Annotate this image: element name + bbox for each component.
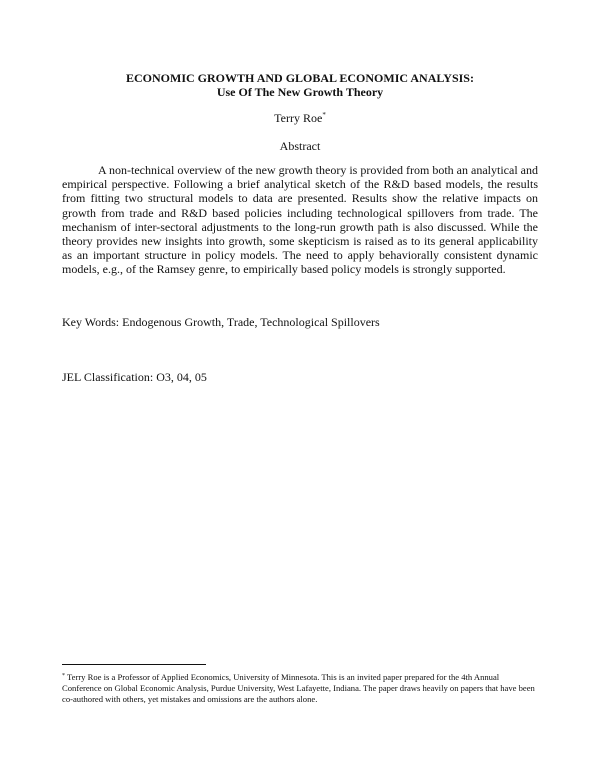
footnote-divider bbox=[62, 664, 206, 665]
jel-classification: JEL Classification: O3, 04, 05 bbox=[62, 370, 207, 384]
abstract-text: A non-technical overview of the new growth theory is provided from both an analytical and empirical perspective. Following a brief analytical sketch of the R&D based models, the results from fitting two structural models to data are presented. Results show the relative impacts on growth from trade and R&D based policies including technological spillovers from trade. The mechanism of inter-sectoral adjustments to the long-run growth path is also discussed. While the theory provides new insights into growth, some skepticism is raised as to its general applicability as an important structure in policy models. The need to apply behaviorally consistent dynamic models, e.g., of the Ramsey genre, to empirically based policy models is strongly supported. bbox=[62, 163, 538, 277]
keywords: Key Words: Endogenous Growth, Trade, Technological Spillovers bbox=[62, 315, 380, 329]
author bbox=[0, 111, 600, 126]
footnote-text: Terry Roe is a Professor of Applied Economics, University of Minnesota. This is an invited paper prepared for the 4th Annual Conference on Global Economic Analysis, Purdue University, West Lafayette, Indiana. The paper draws heavily on papers that have been co-authored with others, yet mistakes and omissions are the authors alone. bbox=[62, 672, 535, 704]
footnote bbox=[62, 671, 538, 705]
abstract-heading: Abstract bbox=[279, 139, 321, 153]
author-name: Terry Roe bbox=[274, 111, 323, 125]
paper-title-line-1: ECONOMIC GROWTH AND GLOBAL ECONOMIC ANALYSIS: bbox=[126, 71, 474, 85]
footnote-mark: * bbox=[62, 673, 65, 679]
author-footnote-mark: * bbox=[322, 111, 326, 119]
paper-title-line-2: Use Of The New Growth Theory bbox=[216, 85, 384, 99]
